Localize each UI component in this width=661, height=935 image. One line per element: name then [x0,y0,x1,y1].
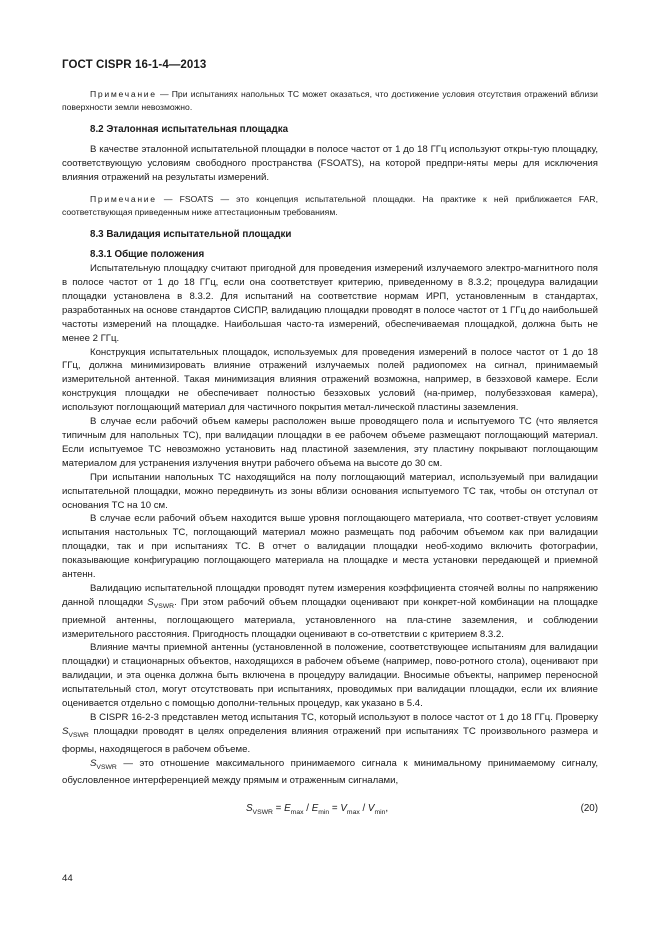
paragraph: Влияние мачты приемной антенны (установленной в положение, соответствующее испытаниям для валидации площадки) и стационарных объектов, находящихся в рабочем объеме (например, пово-ротного стола), оценивают при валидации, и эта оценка должна быть включена в процедуру валидации. Вносимые объекты, например переносной испытательный стол, могут отсутствовать при испытаниях, проводимых при валидации площадки, если их влияние оценивается отдельно с помощью дополни-тельных процедур, как указано в 5.4. [62,642,598,710]
paragraph: Конструкция испытательных площадок, используемых для проведения измерений в полосе частот от 1 до 18 ГГц, должна минимизировать влияние отражений излучаемых полей радиопомех на сигнал, принимаемый измерительной антенной. Такая минимизация влияния отражений возможна, например, в безэховой камере. Если конструкция площадки не обеспечивает полностью безэховых условий (на-пример, полубезэховая камера), используют поглощающий материал для частичного покрытия метал-лической пластины заземления. [62,346,598,414]
symbol-s: S [90,757,97,769]
page-number: 44 [62,873,73,884]
paragraph: В случае если рабочий объем находится выше уровня поглощающего материала, что соответ-ствует условиям испытания настольных ТС, поглощающий материал можно размещать под рабочим объемом как при валидации площадки, так и при испытаниях ТС. В отчет о валидации площадки необ-ходимо включить фотографии, показывающие конфигурацию поглощающего материала на площадке и места установки передающей и приемной антенн. [62,513,598,581]
section-8-2-heading: 8.2 Эталонная испытательная площадка [90,124,289,136]
paragraph: При испытании напольных ТС находящийся на полу поглощающий материал, используемый при валидации испытательной площадки, можно передвинуть из зоны вблизи основания испытуемого ТС так, чтобы он отступал от основания ТС на 10 см. [62,471,598,511]
paragraph: Валидацию испытательной площадки проводят путем измерения коэффициента стоячей волны по напряжению данной площадки $S_{VSWR}$. При этом рабочий объем площадки оценивают при конкрет-ной комбинации на площадке приемной антенны, поглощающего материала, установленного на пла-стине заземления, и соблюдении измерительного расстояния. Пригодность площадки оценивают в со-ответствии с критерием 8.3.2. [62,582,598,640]
note-2 [62,193,598,218]
symbol-s: S [147,596,154,608]
formula-20 [62,802,598,820]
note-label: Примечание [90,193,157,204]
symbol-s: S [62,725,69,737]
note-1 [62,88,598,113]
symbol-vswr: VSWR [153,602,175,610]
document-body [62,88,598,820]
formula-expression: $S_{VSWR} = E_{max} / E_{min} = V_{max} / V_{min}$, [246,803,389,817]
note-dash: — [156,89,172,99]
section-8-3-1-heading: 8.3.1 Общие положения [90,249,205,261]
note-label: Примечание [90,89,157,99]
note-dash: — [156,193,180,204]
paragraph: В CISPR 16-2-3 представлен метод испытания ТС, который используют в полосе частот от 1 до 18 ГГц. Проверку $S_{VSWR}$ площадки проводят в целях определения влияния отражений при испытаниях ТС произвольного размера и формы, находящегося в рабочем объеме. [62,712,598,755]
paragraph: Испытательную площадку считают пригодной для проведения измерений излучаемого электро-магнитного поля в полосе частот от 1 до 18 ГГц, если она соответствует критерию, приведенному в 8.3.2; процедура валидации площадки установлена в 8.3.2. Для испытаний на соответствие нормам ИРП, установленным в стандартах, разработанных на основе стандартов СИСПР, валидацию площадки проводят в полосе частот от 1 ГГц до наибольшей частоты измерений на площадке. Наибольшая часто-та измерений, обеспечиваемая площадкой, должна быть не менее 2 ГГц. [62,263,598,344]
symbol-vswr: VSWR [68,731,89,739]
formula-number: (20) [580,803,598,815]
paragraph: В случае если рабочий объем камеры расположен выше проводящего пола и испытуемого ТС (что является типичным для напольных ТС), при валидации площадки в ее рабочем объеме размещают поглощающий материал. Если испытуемое ТС невозможно установить над пластиной заземления, эту пластину покрывают поглощающим материалом для устранения излучения внутри рабочего объема на высоте до 30 см. [62,416,598,469]
section-8-2-paragraph: В качестве эталонной испытательной площадки в полосе частот от 1 до 18 ГГц используют откры-тую площадку, соответствующую условиям свободного пространства (FSOATS), на которой предпри-няты меры для исключения влияния отражений на результаты измерений. [62,144,598,183]
note-text: При испытаниях напольных ТС может оказаться, что достижение условия отсутствия отражений вблизи поверхности земли невозможно. [62,89,598,112]
page-header-title: ГОСТ CISPR 16-1-4—2013 [62,59,207,71]
symbol-vswr: VSWR [96,763,117,771]
note-text: FSOATS — это концепция испытательной площадки. На практике к ней приближается FAR, соответствующая приведенным ниже аттестационным требованиям. [62,193,598,217]
section-8-3-heading: 8.3 Валидация испытательной площадки [90,229,292,241]
paragraph: $S_{VSWR}$ — это отношение максимального принимаемого сигнала к минимальному принимаемому сигналу, обусловленное интерференцией между прямым и отраженным сигналами, [62,757,598,787]
